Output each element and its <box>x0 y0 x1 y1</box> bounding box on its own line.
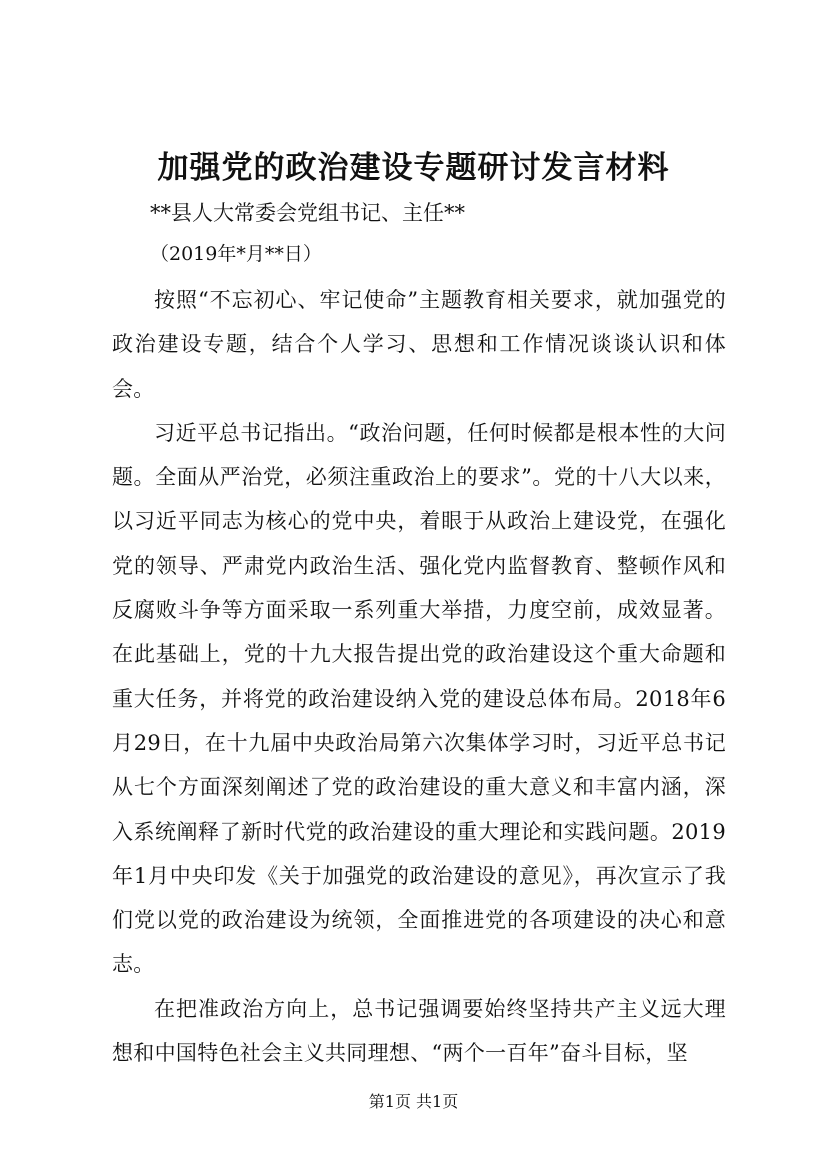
date-line: （2019年*月**日） <box>150 243 322 265</box>
paragraph: 习近平总书记指出。“政治问题，任何时候都是根本性的大问题。全面从严治党，必须注重政治上的要求”。党的十八大以来，以习近平同志为核心的党中央，着眼于从政治上建设党，在强化党的领导、严肃党内政治生活、强化党内监督教育、整顿作风和反腐败斗争等方面采取一系列重大举措，力度空前，成效显著。在此基础上，党的十九大报告提出党的政治建设这个重大命题和重大任务，并将党的政治建设纳入党的建设总体布局。2018年6月29日，在十九届中央政治局第六次集体学习时，习近平总书记从七个方面深刻阐述了党的政治建设的重大意义和丰富内涵，深入系统阐释了新时代党的政治建设的重大理论和实践问题。2019年1月中央印发《关于加强党的政治建设的意见》，再次宣示了我们党以党的政治建设为统领，全面推进党的各项建设的决心和意志。 <box>112 420 726 977</box>
document-body <box>112 278 726 1075</box>
document-title: 加强党的政治建设专题研讨发言材料 <box>157 150 670 186</box>
author-line: **县人大常委会党组书记、主任** <box>150 201 465 225</box>
page-footer: 第1页 共1页 <box>368 1092 459 1111</box>
paragraph: 在把准政治方向上，总书记强调要始终坚持共产主义远大理想和中国特色社会主义共同理想、“两个一百年”奋斗目标，坚 <box>112 996 726 1066</box>
paragraph: 按照“不忘初心、牢记使命”主题教育相关要求，就加强党的政治建设专题，结合个人学习、思想和工作情况谈谈认识和体会。 <box>112 288 726 401</box>
